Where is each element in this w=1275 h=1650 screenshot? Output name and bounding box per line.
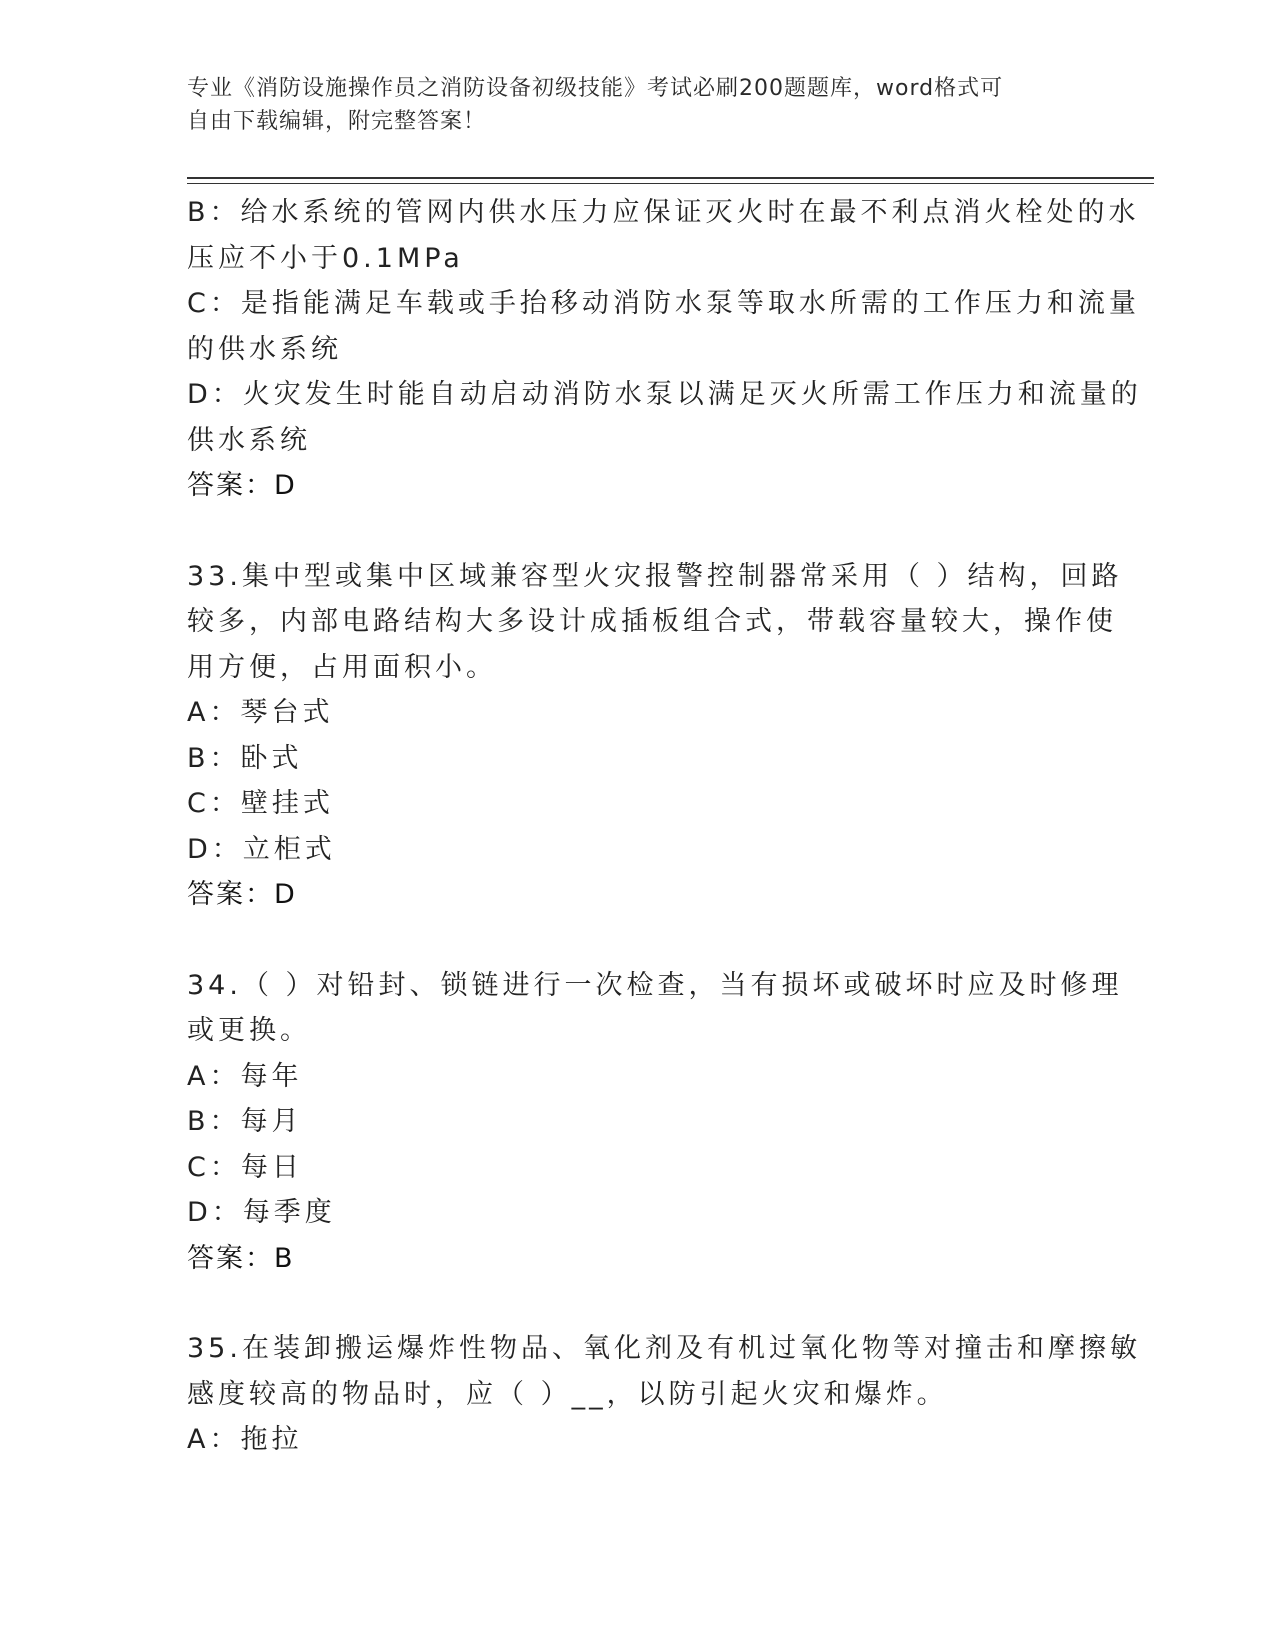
header-title-line-2: 自由下载编辑，附完整答案！	[187, 109, 487, 134]
answer-label: 答案：D	[187, 879, 297, 910]
spacer	[187, 509, 1087, 554]
spacer	[187, 918, 1087, 963]
option-a: A：每年	[187, 1060, 303, 1092]
question-stem-line-1: 35.在装卸搬运爆炸性物品、氧化剂及有机过氧化物等对撞击和摩擦敏	[187, 1333, 1141, 1364]
question-stem-line-3: 用方便，占用面积小。	[187, 651, 497, 683]
question-stem-line-1: 33.集中型或集中区域兼容型火灾报警控制器常采用（ ）结构，回路	[187, 560, 1123, 592]
option-c: C：每日	[187, 1151, 303, 1183]
option-d: D：立柜式	[187, 833, 336, 865]
header-divider-thin	[187, 183, 1154, 184]
header-divider-thick	[187, 177, 1154, 179]
option-c-line-2: 的供水系统	[187, 333, 342, 365]
question-34	[187, 963, 1123, 1282]
option-a: A：拖拉	[187, 1424, 303, 1455]
header-title-line-1: 专业《消防设施操作员之消防设备初级技能》考试必刷200题题库，word格式可	[187, 76, 1004, 101]
option-d-line-2: 供水系统	[187, 424, 311, 456]
option-b-line-1: B：给水系统的管网内供水压力应保证灭火时在最不利点消火栓处的水	[187, 197, 1140, 228]
document-header	[187, 72, 1067, 138]
option-c: C：壁挂式	[187, 788, 334, 819]
option-b: B：每月	[187, 1106, 303, 1137]
answer-label: 答案：D	[187, 470, 297, 501]
question-33	[187, 554, 1123, 918]
option-c-line-1: C：是指能满足车载或手抬移动消防水泵等取水所需的工作压力和流量	[187, 288, 1140, 319]
spacer	[187, 1281, 1087, 1326]
option-a: A：琴台式	[187, 697, 334, 728]
question-list	[187, 190, 1142, 1463]
option-d: D：每季度	[187, 1197, 336, 1228]
option-b-line-2: 压应不小于0.1MPa	[187, 242, 464, 274]
question-stem-line-2: 较多，内部电路结构大多设计成插板组合式，带载容量较大，操作使	[187, 606, 1117, 637]
option-b: B：卧式	[187, 742, 303, 774]
question-32-tail	[187, 190, 1142, 509]
answer-label: 答案：B	[187, 1242, 295, 1274]
option-d-line-1: D：火灾发生时能自动启动消防水泵以满足灭火所需工作压力和流量的	[187, 379, 1142, 410]
question-stem-line-2: 或更换。	[187, 1015, 311, 1046]
question-35	[187, 1326, 1141, 1463]
question-stem-line-1: 34.（ ）对铅封、锁链进行一次检查，当有损坏或破坏时应及时修理	[187, 969, 1123, 1001]
question-stem-line-2: 感度较高的物品时，应（ ）__，以防引起火灾和爆炸。	[187, 1378, 948, 1410]
